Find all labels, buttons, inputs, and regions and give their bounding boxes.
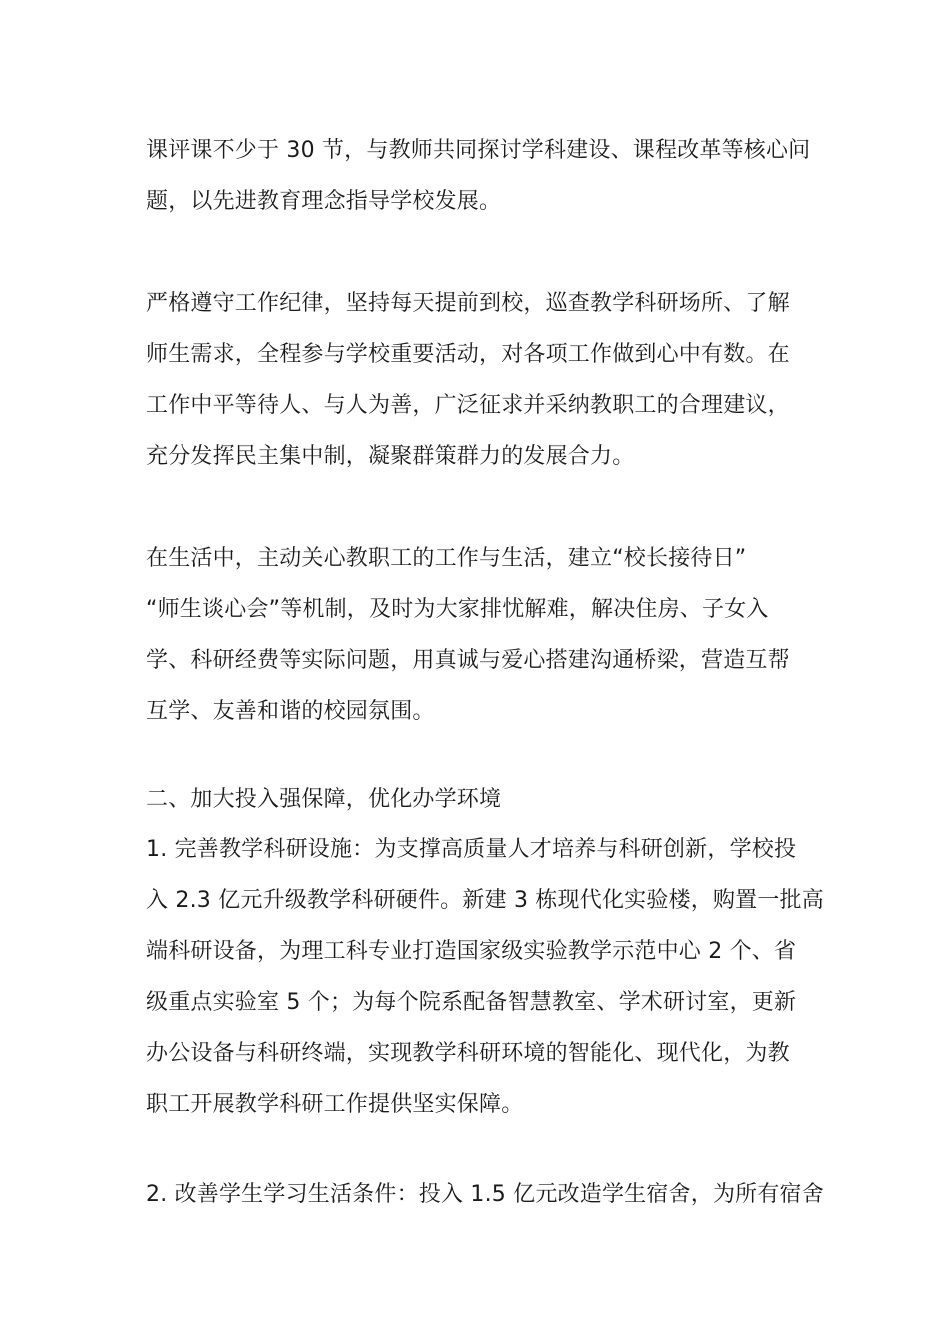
text-line: 职工开展教学科研工作提供坚实保障。	[146, 1092, 524, 1117]
text-line: 级重点实验室 5 个；为每个院系配备智慧教室、学术研讨室，更新	[146, 990, 797, 1015]
text-line: 严格遵守工作纪律，坚持每天提前到校，巡查教学科研场所、了解	[146, 291, 790, 316]
text-line: “师生谈心会”等机制，及时为大家排忧解难，解决住房、子女入	[146, 597, 769, 622]
text-line: 端科研设备，为理工科专业打造国家级实验教学示范中心 2 个、省	[146, 939, 797, 964]
text-line: 课评课不少于 30 节，与教师共同探讨学科建设、课程改革等核心问	[146, 138, 811, 163]
text-line: 题，以先进教育理念指导学校发展。	[146, 189, 502, 214]
text-line: 师生需求，全程参与学校重要活动，对各项工作做到心中有数。在	[146, 342, 790, 367]
text-line: 1. 完善教学科研设施：为支撑高质量人才培养与科研创新，学校投	[146, 837, 797, 862]
text-line: 互学、友善和谐的校园氛围。	[146, 699, 435, 724]
section-heading: 二、加大投入强保障，优化办学环境	[146, 787, 502, 812]
text-line: 学、科研经费等实际问题，用真诚与爱心搭建沟通桥梁，营造互帮	[146, 648, 790, 673]
text-line: 办公设备与科研终端，实现教学科研环境的智能化、现代化，为教	[146, 1041, 790, 1066]
text-line: 在生活中，主动关心教职工的工作与生活，建立“校长接待日”	[146, 546, 747, 571]
text-line: 工作中平等待人、与人为善，广泛征求并采纳教职工的合理建议，	[146, 393, 790, 418]
text-line: 入 2.3 亿元升级教学科研硬件。新建 3 栋现代化实验楼，购置一批高	[146, 888, 824, 913]
text-line: 充分发挥民主集中制，凝聚群策群力的发展合力。	[146, 444, 635, 469]
text-line: 2. 改善学生学习生活条件：投入 1.5 亿元改造学生宿舍，为所有宿舍	[146, 1182, 824, 1207]
